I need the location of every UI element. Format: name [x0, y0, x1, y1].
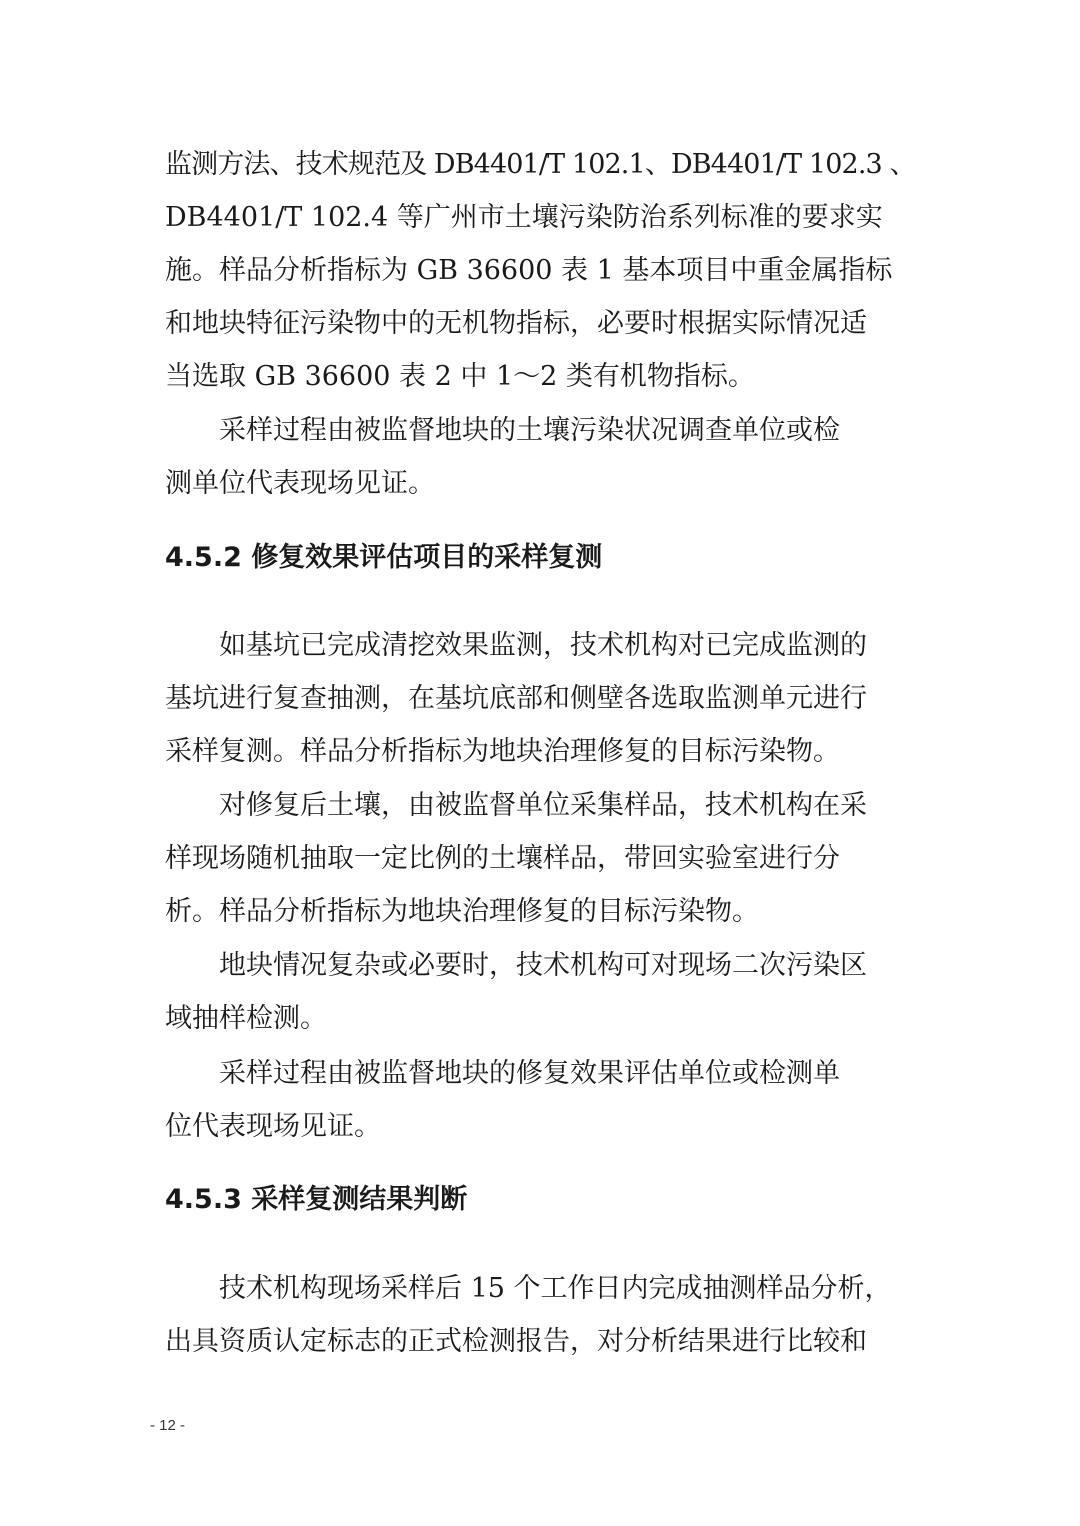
text-line: 采样过程由被监督地块的土壤污染状况调查单位或检 — [165, 415, 840, 446]
text-line: DB4401/T 102.4 等广州市土壤污染防治系列标准的要求实 — [165, 202, 883, 233]
section-heading-4-5-3 — [165, 1180, 917, 1220]
text-line: 施。样品分析指标为 GB 36600 表 1 基本项目中重金属指标 — [165, 255, 893, 286]
text-line: 基坑进行复查抽测，在基坑底部和侧壁各选取监测单元进行 — [165, 683, 867, 714]
text-line: 对修复后土壤，由被监督单位采集样品，技术机构在采 — [165, 790, 867, 821]
text-line: 当选取 GB 36600 表 2 中 1～2 类有机物指标。 — [165, 361, 755, 392]
text-line: 采样复测。样品分析指标为地块治理修复的目标污染物。 — [165, 736, 840, 767]
section-heading: 4.5.3 采样复测结果判断 — [165, 1184, 468, 1215]
text-line: 位代表现场见证。 — [165, 1111, 381, 1142]
text-line: 域抽样检测。 — [165, 1003, 327, 1034]
paragraph-pit-recheck — [165, 619, 917, 778]
section-heading: 4.5.2 修复效果评估项目的采样复测 — [165, 542, 603, 573]
text-line: 测单位代表现场见证。 — [165, 468, 435, 499]
paragraph-soil-sampling — [165, 779, 917, 938]
text-line: 样现场随机抽取一定比例的土壤样品，带回实验室进行分 — [165, 843, 840, 874]
text-line: 如基坑已完成清挖效果监测，技术机构对已完成监测的 — [165, 630, 867, 661]
text-line: 技术机构现场采样后 15 个工作日内完成抽测样品分析， — [165, 1273, 892, 1304]
page-number: - 12 - — [150, 1417, 186, 1434]
text-line: 监测方法、技术规范及 DB4401/T 102.1、DB4401/T 102.3 、 — [165, 149, 916, 180]
text-line: 析。样品分析指标为地块治理修复的目标污染物。 — [165, 896, 759, 927]
paragraph-sampling-witness-1 — [165, 404, 917, 510]
paragraph-result-judgment — [165, 1262, 917, 1368]
paragraph-secondary-pollution — [165, 939, 917, 1045]
text-line: 出具资质认定标志的正式检测报告，对分析结果进行比较和 — [165, 1326, 867, 1357]
paragraph-standards — [165, 138, 917, 403]
paragraph-sampling-witness-2 — [165, 1047, 917, 1153]
section-heading-4-5-2 — [165, 538, 917, 578]
text-line: 和地块特征污染物中的无机物指标，必要时根据实际情况适 — [165, 308, 867, 339]
text-line: 采样过程由被监督地块的修复效果评估单位或检测单 — [165, 1058, 840, 1089]
text-line: 地块情况复杂或必要时，技术机构可对现场二次污染区 — [165, 950, 867, 981]
